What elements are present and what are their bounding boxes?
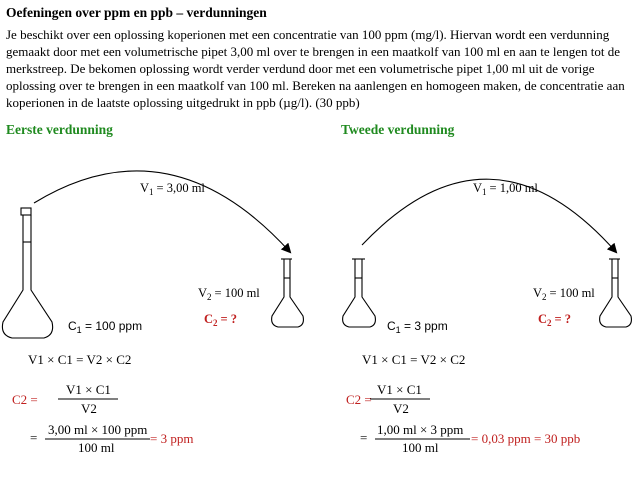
fraction-numerator-2: V1 × C1 <box>377 382 422 397</box>
c2-equals-2: C2 = <box>346 392 372 407</box>
c1-label-2: $C_1 = 3$ ppm <box>387 319 448 335</box>
fraction-denominator-2: V2 <box>393 401 409 416</box>
dilution-equation-2: V1 × C1 = V2 × C2 <box>362 352 466 367</box>
target-flask-icon <box>600 259 632 327</box>
small-flask-icon <box>272 259 304 327</box>
result: = 3 ppm <box>150 431 194 446</box>
large-flask-icon <box>2 208 52 338</box>
c2-label: $C_2$ = ? <box>204 312 238 328</box>
fraction-denominator: V2 <box>81 401 97 416</box>
v2-label-2: $V_2 = 100$ ml <box>533 286 595 302</box>
v1-label: $V_1 = 3,00$ ml <box>140 181 205 197</box>
result-2: = 0,03 ppm = 30 ppb <box>471 431 581 446</box>
fraction-numerator-values-2: 1,00 ml × 3 ppm <box>377 422 464 437</box>
second-dilution-heading: Tweede verdunning <box>341 122 455 137</box>
page-title: Oefeningen over ppm en ppb – verdunningen <box>6 5 267 20</box>
c2-label-2: $C_2$ = ? <box>538 312 572 328</box>
problem-statement: Je beschikt over een oplossing koperionen met een concentratie van 100 ppm (mg/l). Hiervan wordt een verdunning gemaakt door met een volumetrische pipet 3,00 ml over te brengen in een maatkolf van 100 ml en aan te lengen tot de merkstreep. De bekomen oplossing wordt verder verdund door met een volumetrische pipet 1,00 ml uit de vorige oplossing over te brengen in een maatkolf van 100 ml. Bereken na aanlengen en homogeen maken, de concentratie aan koperionen in de laatste oplossing uitgedrukt in ppb (µg/l). (30 ppb) <box>6 27 625 110</box>
fraction-numerator: V1 × C1 <box>66 382 111 397</box>
c1-label: $C_1 = 100$ ppm <box>68 319 143 335</box>
equals-sign-2: = <box>360 430 368 445</box>
fraction-numerator-values: 3,00 ml × 100 ppm <box>48 422 148 437</box>
equals-sign: = <box>30 430 38 445</box>
first-formula-block <box>12 352 193 455</box>
second-formula-block <box>346 352 580 455</box>
first-dilution-heading: Eerste verdunning <box>6 122 113 137</box>
dilution-equation: V1 × C1 = V2 × C2 <box>28 352 132 367</box>
fraction-denominator-values-2: 100 ml <box>402 440 439 455</box>
v2-label: $V_2 = 100$ ml <box>198 286 260 302</box>
fraction-denominator-values: 100 ml <box>78 440 115 455</box>
c2-equals: C2 = <box>12 392 38 407</box>
source-flask-icon <box>343 259 376 327</box>
v1-label-2: $V_1 = 1,00$ ml <box>473 181 538 197</box>
